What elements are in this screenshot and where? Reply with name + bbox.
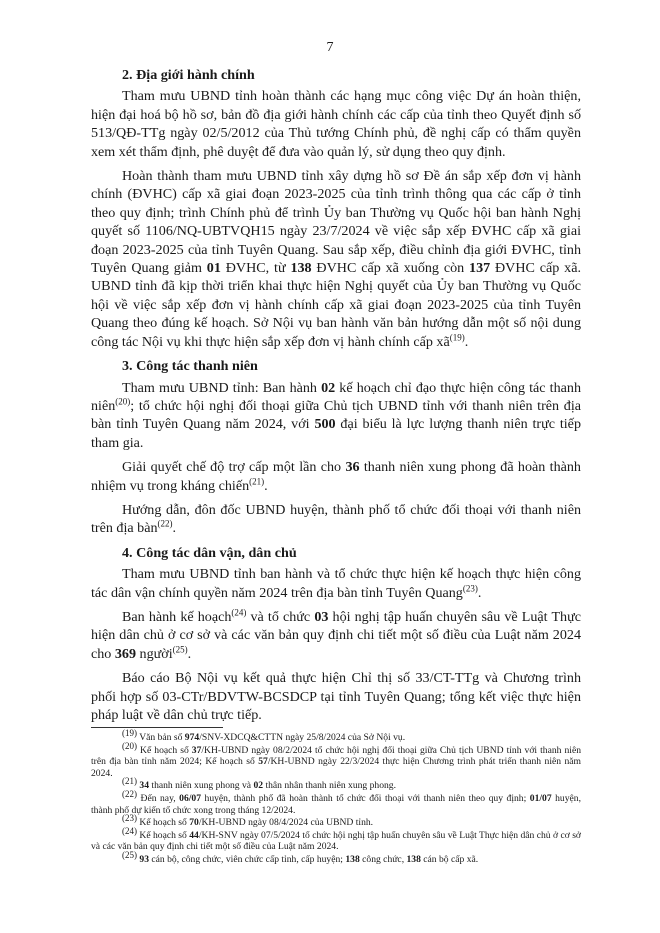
paragraph: Tham mưu UBND tỉnh: Ban hành 02 kế hoạch chỉ đạo thực hiện công tác thanh niên$^{(20)}$; tổ chức hội nghị đối thoại giữa Chủ tịch UBND tỉnh với thanh niên trên địa bàn tỉnh Tuyên Quang năm 2024, với 500 đại biểu là lực lượng thanh niên trực tiếp tham gia. [91, 379, 581, 451]
footnote-divider [91, 727, 223, 728]
footnote: $^{(20)}$ Kế hoạch số 37/KH-UBND ngày 08/2/2024 tổ chức hội nghị đối thoại giữa Chủ tịch UBND tỉnh với thanh niên trên địa bàn tỉnh năm 2024; Kế hoạch số 57/KH-UBND ngày 22/3/2024 thực hiện Chương trình phát triển thanh niên năm 2024. [91, 740, 582, 779]
footnote-ref: (21) [249, 475, 265, 486]
footnote: $^{(24)}$ Kế hoạch số 44/KH-SNV ngày 07/5/2024 tổ chức hội nghị tập huấn chuyên sâu về Luật Thực hiện dân chủ ở cơ sở và các văn bản quy định chi tiết một số điều của Luật năm 2024. [91, 825, 581, 853]
section-heading-thanh-nien: 3. Công tác thanh niên [122, 358, 258, 375]
footnotes [91, 727, 582, 867]
paragraph: Tham mưu UBND tỉnh ban hành và tổ chức thực hiện kế hoạch thực hiện công tác dân vận chính quyền năm 2024 trên địa bàn tỉnh Tuyên Quang$^{(23)}$. [91, 566, 581, 601]
paragraph: Ban hành kế hoạch$^{(24)}$ và tổ chức 03 hội nghị tập huấn chuyên sâu về Luật Thực hiện dân chủ ở cơ sở và các văn bản quy định chi tiết một số điều của Luật năm 2024 cho 369 người$^{(25)}$. [91, 607, 581, 662]
footnote-ref: (19) [449, 332, 465, 342]
footnote: $^{(21)}$ 34 thanh niên xung phong và 02 thân nhân thanh niên xung phong. [122, 776, 397, 792]
section-heading-dan-van: 4. Công tác dân vận, dân chủ [122, 544, 297, 561]
page-number: 7 [326, 40, 334, 55]
paragraph: Giải quyết chế độ trợ cấp một lần cho 36 thanh niên xung phong đã hoàn thành nhiệm vụ trong kháng chiến$^{(21)}$. [91, 459, 581, 494]
main-content [91, 66, 581, 730]
footnote-ref: (23) [462, 582, 478, 593]
footnote-ref: (25) [172, 644, 188, 655]
footnote: $^{(23)}$ Kế hoạch số 70/KH-UBND ngày 08/4/2024 của UBND tỉnh. [122, 812, 374, 829]
footnote-ref: (22) [157, 518, 173, 529]
footnote: $^{(19)}$ Văn bản số 974/SNV-XDCQ&CTTN ngày 25/8/2024 của Sở Nội vụ. [122, 727, 406, 743]
paragraph: Hướng dẫn, đôn đốc UBND huyện, thành phố tổ chức đối thoại với thanh niên trên địa bàn$^{(22)}$. [91, 501, 581, 537]
footnote: $^{(25)}$ 93 cán bộ, công chức, viên chức cấp tỉnh, cấp huyện; 138 công chức, 138 cán bộ cấp xã. [122, 849, 479, 865]
footnote-ref: (24) [231, 607, 247, 618]
footnote-ref: (20) [115, 396, 131, 407]
footnote: $^{(22)}$ Đến nay, 06/07 huyện, thành phố đã hoàn thành tổ chức đối thoại với thanh niên theo quy định; 01/07 huyện, thành phố dự kiến tổ chức xong trong tháng 12/2024. [91, 788, 581, 816]
paragraph: Báo cáo Bộ Nội vụ kết quả thực hiện Chỉ thị số 33/CT-TTg và Chương trình phối hợp số 03-CTr/BDVTW-BCSDCP tại tỉnh Tuyên Quang; tổng kết việc thực hiện pháp luật về dân chủ trực tiếp. [91, 670, 581, 723]
section-heading-dia-gioi: 2. Địa giới hành chính [122, 67, 255, 83]
paragraph: Tham mưu UBND tỉnh hoàn thành các hạng mục công việc Dự án hoàn thiện, hiện đại hoá bộ hồ sơ, bản đồ địa giới hành chính các cấp của tỉnh theo Quyết định số 513/QĐ-TTg ngày 02/5/2012 của Thủ tướng Chính phủ, đề nghị cấp có thẩm quyền xem xét thẩm định, phê duyệt để đưa vào quản lý, sử dụng theo quy định. [91, 88, 581, 160]
paragraph: Hoàn thành tham mưu UBND tỉnh xây dựng hồ sơ Đề án sắp xếp đơn vị hành chính (ĐVHC) cấp xã giai đoạn 2023-2025 của tỉnh trình thông qua các cấp ở tỉnh theo quy định; trình Chính phủ để trình Ủy ban Thường vụ Quốc hội ban hành Nghị quyết số 1106/NQ-UBTVQH15 ngày 23/7/2024 về việc sắp xếp ĐVHC cấp xã giai đoạn 2023-2025 của tỉnh Tuyên Quang. Sau sắp xếp, điều chỉnh địa giới ĐVHC, tỉnh Tuyên Quang giảm 01 ĐVHC, từ 138 ĐVHC cấp xã xuống còn 137 ĐVHC cấp xã. UBND tỉnh đã kịp thời triển khai thực hiện Nghị quyết của Ủy ban Thường vụ Quốc hội về việc sắp xếp đơn vị hành chính cấp xã giai đoạn 2023-2025 của tỉnh Tuyên Quang theo đúng kế hoạch. Sở Nội vụ ban hành văn bản hướng dẫn một số nội dung công tác Nội vụ khi thực hiện sắp xếp đơn vị hành chính cấp $xã^{(19)}$. [91, 168, 581, 350]
